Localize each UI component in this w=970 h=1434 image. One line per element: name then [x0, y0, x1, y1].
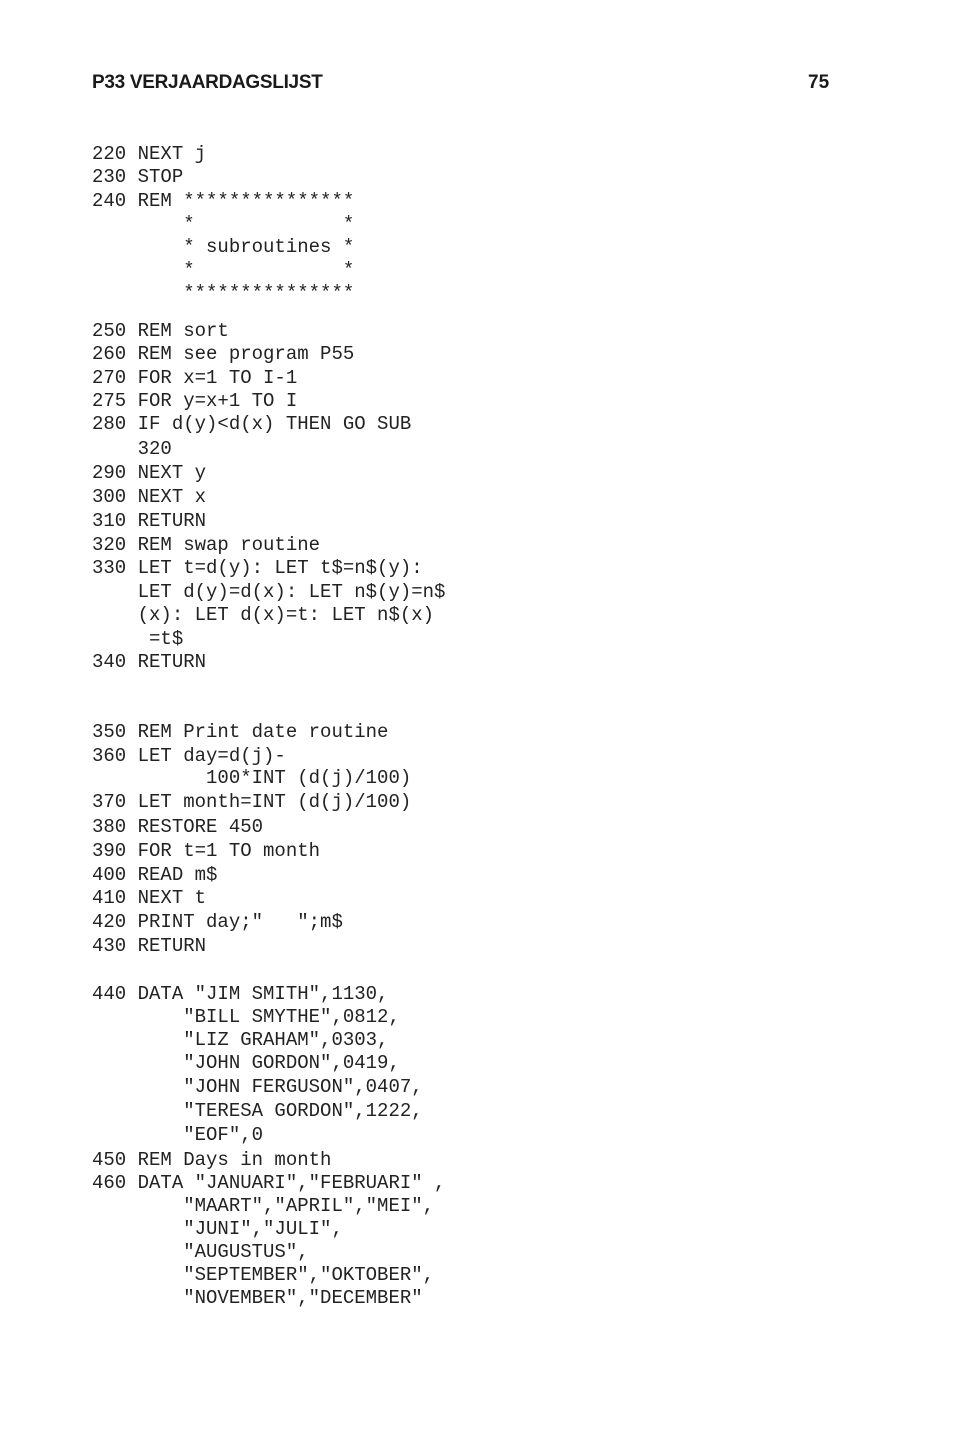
code-line: 320 [92, 438, 172, 460]
code-line: 460 DATA "JANUARI","FEBRUARI" , [92, 1172, 446, 1194]
code-line: "AUGUSTUS", [92, 1241, 309, 1263]
code-line: "JOHN GORDON",0419, [92, 1052, 400, 1074]
code-line: 350 REM Print date routine [92, 721, 389, 743]
code-line: LET d(y)=d(x): LET n$(y)=n$ [92, 581, 446, 603]
code-line: 290 NEXT y [92, 462, 207, 484]
page-number: 75 [808, 72, 830, 93]
code-line: 360 LET day=d(j)- [92, 745, 286, 767]
code-line: 420 PRINT day;" ";m$ [92, 911, 343, 933]
code-line: "SEPTEMBER","OKTOBER", [92, 1264, 435, 1286]
code-line: 430 RETURN [92, 935, 207, 957]
code-line: 300 NEXT x [92, 486, 207, 508]
code-line: 370 LET month=INT (d(j)/100) [92, 791, 412, 813]
code-line: 320 REM swap routine [92, 534, 321, 556]
code-line: =t$ [92, 628, 184, 650]
code-line: 250 REM sort [92, 320, 229, 342]
code-line: 380 RESTORE 450 [92, 816, 264, 838]
code-line: 390 FOR t=1 TO month [92, 840, 321, 862]
code-line: "MAART","APRIL","MEI", [92, 1195, 435, 1217]
code-line: "JOHN FERGUSON",0407, [92, 1076, 423, 1098]
code-line: "LIZ GRAHAM",0303, [92, 1029, 389, 1051]
code-line: 220 NEXT j [92, 143, 207, 165]
code-line: 410 NEXT t [92, 887, 207, 909]
code-line: 275 FOR y=x+1 TO I [92, 390, 298, 412]
code-line: *************** [92, 282, 355, 304]
code-line: 400 READ m$ [92, 864, 218, 886]
code-line: 240 REM *************** [92, 190, 355, 212]
code-line: 280 IF d(y)<d(x) THEN GO SUB [92, 413, 412, 435]
code-line: 270 FOR x=1 TO I-1 [92, 367, 298, 389]
page-title: P33 VERJAARDAGSLIJST [92, 72, 323, 93]
code-line: 440 DATA "JIM SMITH",1130, [92, 983, 389, 1005]
code-line: 230 STOP [92, 166, 184, 188]
code-line: "EOF",0 [92, 1124, 264, 1146]
code-line: "BILL SMYTHE",0812, [92, 1006, 400, 1028]
code-line: "NOVEMBER","DECEMBER" [92, 1287, 423, 1309]
code-line: * subroutines * [92, 236, 355, 258]
code-line: 260 REM see program P55 [92, 343, 355, 365]
code-line: "JUNI","JULI", [92, 1218, 343, 1240]
code-line: 450 REM Days in month [92, 1149, 332, 1171]
code-line: "TERESA GORDON",1222, [92, 1100, 423, 1122]
code-line: * * [92, 259, 355, 281]
code-line: 330 LET t=d(y): LET t$=n$(y): [92, 557, 423, 579]
code-line: 100*INT (d(j)/100) [92, 767, 412, 789]
code-line: (x): LET d(x)=t: LET n$(x) [92, 604, 435, 626]
code-line: * * [92, 213, 355, 235]
code-line: 310 RETURN [92, 510, 207, 532]
code-line: 340 RETURN [92, 651, 207, 673]
